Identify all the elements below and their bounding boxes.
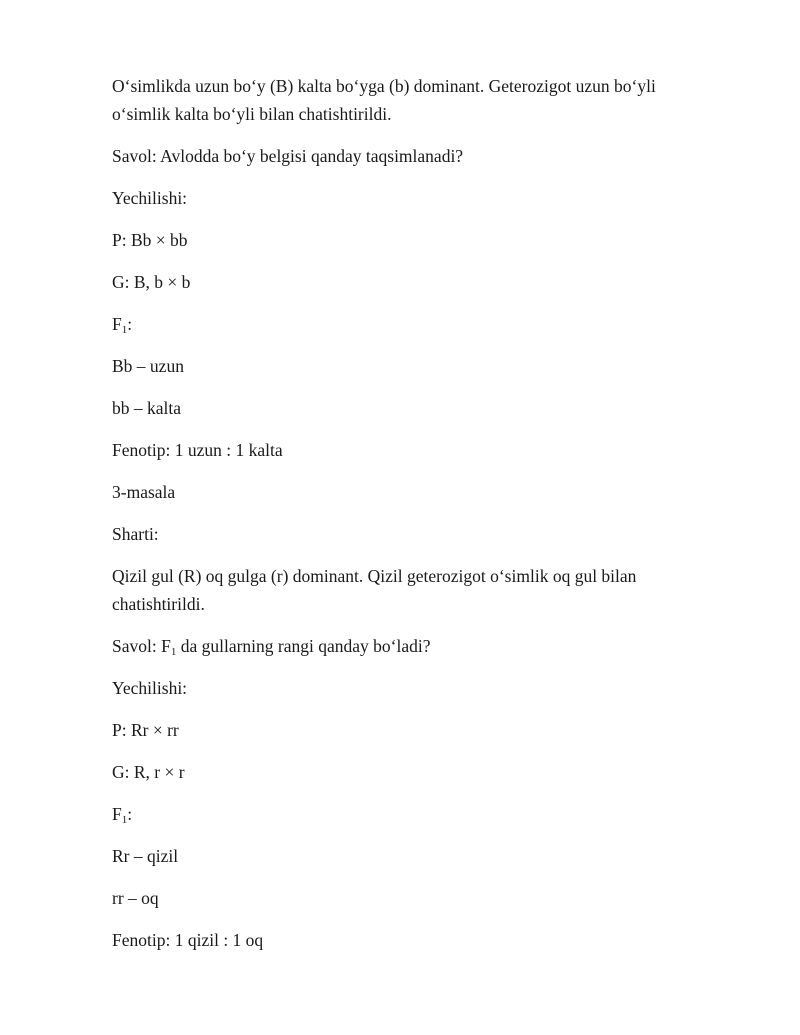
problem2-offspring-1: Bb – uzun [112,356,184,376]
problem2-parents: P: Bb × bb [112,230,188,250]
problem3-phenotype: Fenotip: 1 qizil : 1 oq [112,930,264,950]
problem2-f1-label [112,310,702,338]
f1-colon: : [127,314,133,334]
problem2-solution-label: Yechilishi: [112,188,188,208]
problem3-f1-label [112,800,702,828]
problem3-question [112,632,702,660]
question-suffix: da gullarning rangi qanday bo‘ladi? [176,636,431,656]
problem3-parents: P: Rr × rr [112,720,179,740]
problem2-question: Savol: Avlodda bo‘y belgisi qanday taqsimlanadi? [112,146,464,166]
f1-subscript: 1 [121,814,128,826]
problem3-heading: 3-masala [112,482,176,502]
f1-subscript: 1 [121,324,128,336]
question-prefix: Savol: F [112,636,171,656]
problem3-conditions-label: Sharti: [112,524,159,544]
f1-letter: F [112,804,122,824]
problem2-phenotype: Fenotip: 1 uzun : 1 kalta [112,440,283,460]
document-body [112,72,702,968]
problem3-gametes: G: R, r × r [112,762,185,782]
problem2-gametes: G: B, b × b [112,272,191,292]
problem3-offspring-2: rr – oq [112,888,159,908]
problem2-offspring-2: bb – kalta [112,398,182,418]
problem3-solution-label: Yechilishi: [112,678,188,698]
f1-colon: : [127,804,133,824]
question-subscript: 1 [170,646,177,658]
problem2-condition: O‘simlikda uzun bo‘y (B) kalta bo‘yga (b) dominant. Geterozigot uzun bo‘yli o‘simlik kalta bo‘yli bilan chatishtirildi. [112,76,656,124]
f1-letter: F [112,314,122,334]
problem3-condition: Qizil gul (R) oq gulga (r) dominant. Qizil geterozigot o‘simlik oq gul bilan chatishtirildi. [112,566,637,614]
problem3-offspring-1: Rr – qizil [112,846,179,866]
